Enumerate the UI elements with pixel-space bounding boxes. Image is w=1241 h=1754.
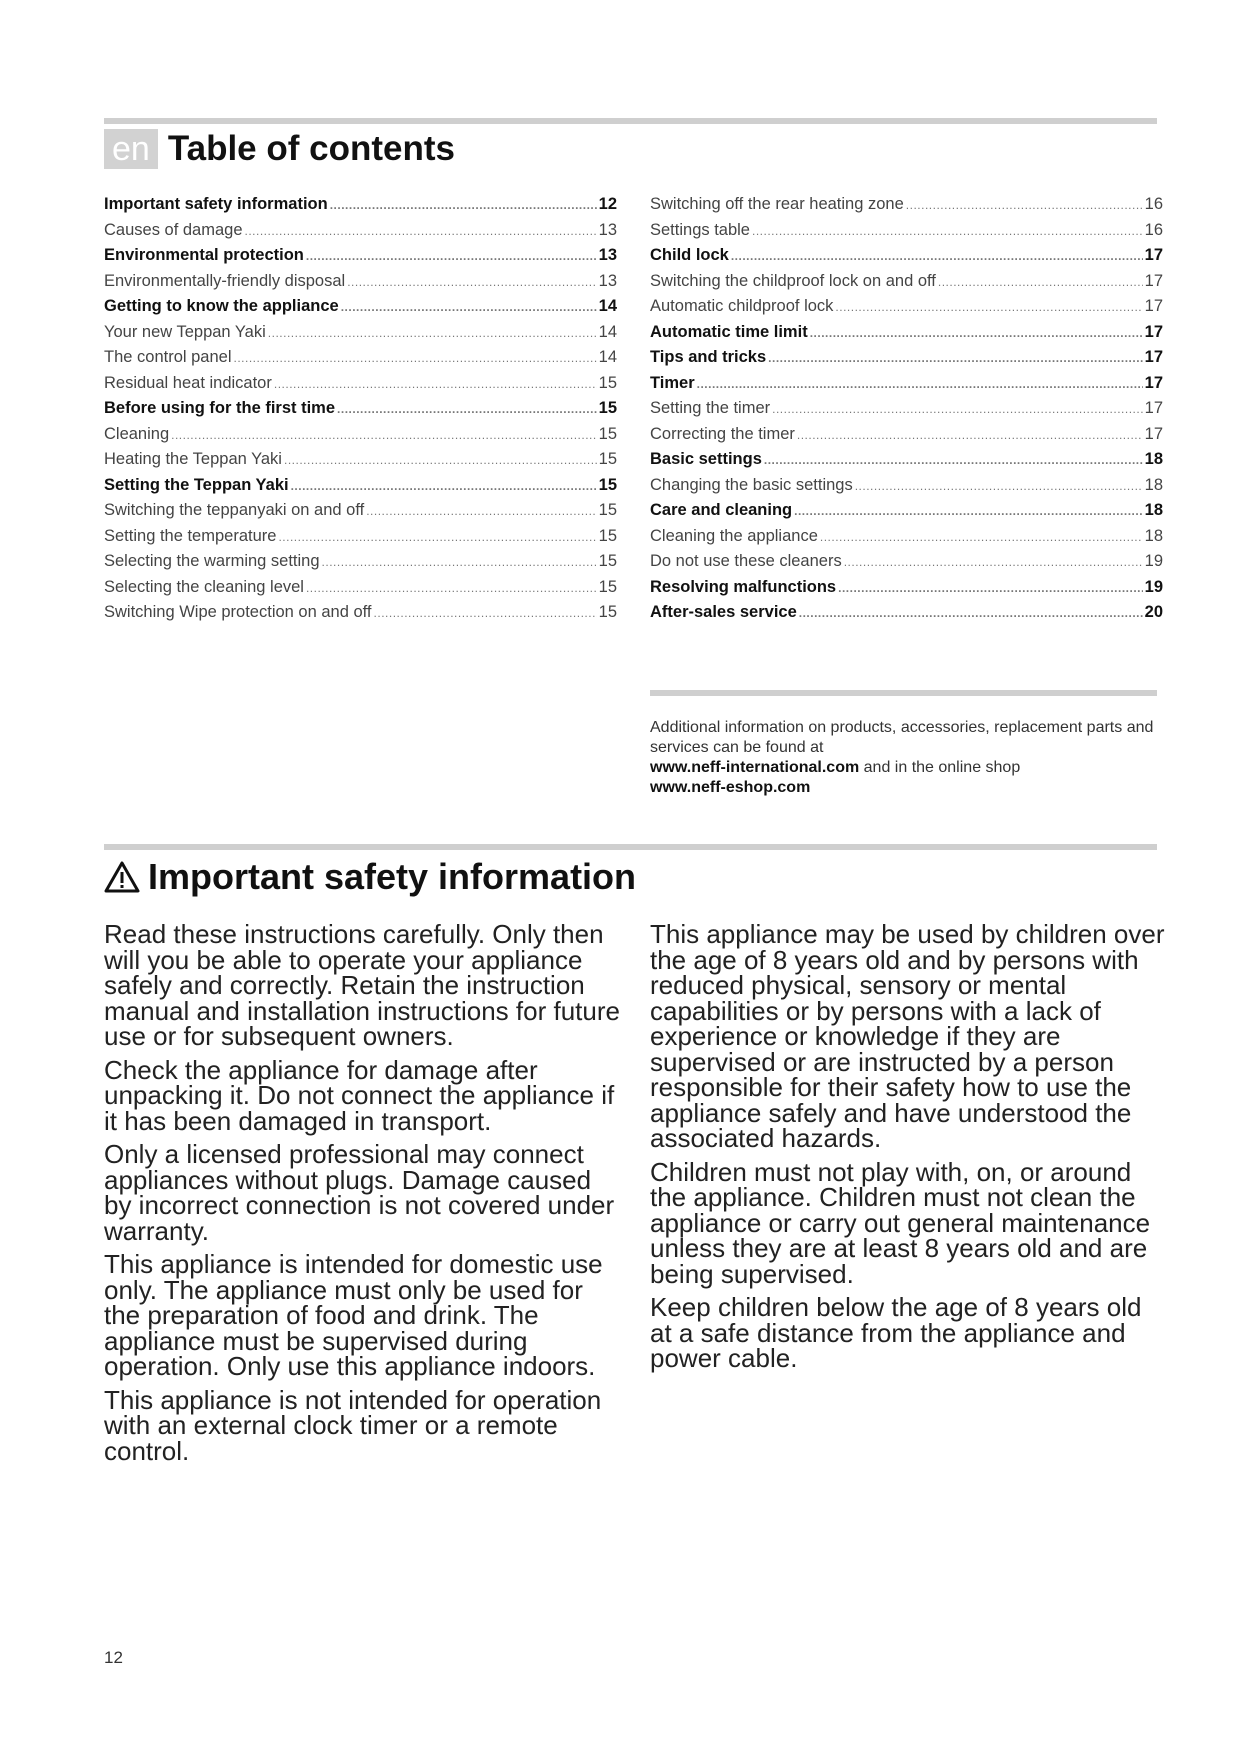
toc-leader-dots: [347, 272, 596, 291]
toc-entry[interactable]: [650, 476, 1163, 502]
toc-header: [104, 128, 455, 170]
toc-entry-title: The control panel: [104, 348, 232, 366]
toc-entry[interactable]: [650, 425, 1163, 451]
toc-entry-page: 17: [1144, 297, 1163, 315]
toc-entry-page: 13: [598, 220, 617, 239]
toc-entry-page: 15: [598, 373, 617, 392]
toc-leader-dots: [274, 374, 597, 393]
toc-entry-title: Basic settings: [650, 450, 762, 468]
toc-entry-title: Setting the temperature: [104, 526, 277, 545]
safety-title: Important safety information: [148, 856, 637, 897]
toc-leader-dots: [697, 374, 1143, 393]
toc-entry-page: 14: [598, 348, 617, 366]
toc-entry[interactable]: [104, 246, 617, 272]
toc-leader-dots: [171, 425, 597, 444]
toc-entry-title: Correcting the timer: [650, 424, 795, 443]
toc-entry-title: Selecting the cleaning level: [104, 577, 304, 596]
toc-entry[interactable]: [650, 399, 1163, 425]
toc-entry[interactable]: [650, 374, 1163, 400]
safety-paragraph: Keep children below the age of 8 years old at a safe distance from the appliance and power cable.: [650, 1292, 1142, 1373]
toc-leader-dots: [366, 501, 596, 520]
safety-paragraph: Only a licensed professional may connect appliances without plugs. Damage caused by incorrect connection is not covered under warranty.: [104, 1139, 615, 1246]
toc-entry[interactable]: [650, 603, 1163, 629]
toc-entry-title: Automatic time limit: [650, 322, 808, 341]
toc-entry[interactable]: [104, 476, 617, 502]
toc-entry[interactable]: [650, 552, 1163, 578]
toc-entry-title: Care and cleaning: [650, 501, 793, 519]
toc-entry-page: 18: [1144, 526, 1163, 545]
toc-entry[interactable]: [104, 195, 617, 221]
toc-entry[interactable]: [650, 323, 1163, 349]
toc-entry-title: Switching off the rear heating zone: [650, 195, 904, 213]
toc-entry-title: Getting to know the appliance: [104, 297, 339, 315]
toc-entry[interactable]: [650, 195, 1163, 221]
toc-entry-page: 19: [1144, 552, 1163, 570]
toc-entry[interactable]: [104, 425, 617, 451]
safety-paragraph: This appliance is not intended for operation with an external clock timer or a remote control.: [104, 1384, 602, 1466]
toc-entry[interactable]: [104, 527, 617, 553]
safety-paragraph: This appliance may be used by children over the age of 8 years old and by persons with reduced physical, sensory or mental capabilities or by persons with a lack of experience or knowledge if they are supervised or are instructed by a person responsible for their safety how to use the appliance safely and have understood the associated hazards.: [650, 919, 1165, 1153]
toc-leader-dots: [764, 450, 1143, 469]
top-rule: [104, 118, 1157, 124]
additional-info-text: Additional information on products, accessories, replacement parts and services can be found at: [650, 719, 1154, 756]
toc-entry[interactable]: [104, 450, 617, 476]
toc-entry-page: 17: [1144, 348, 1163, 366]
toc-entry-page: 17: [1144, 373, 1163, 392]
toc-entry[interactable]: [650, 450, 1163, 476]
toc-entry-title: Cleaning the appliance: [650, 526, 818, 545]
toc-entry-page: 14: [598, 322, 617, 341]
toc-entry-page: 17: [1144, 322, 1163, 341]
toc-entry-page: 15: [598, 475, 617, 494]
toc-entry-page: 17: [1144, 399, 1163, 417]
toc-entry-title: Tips and tricks: [650, 348, 767, 366]
toc-entry-title: Switching the childproof lock on and off: [650, 271, 936, 290]
toc-entry-page: 15: [598, 552, 617, 570]
toc-entry-page: 15: [598, 424, 617, 443]
toc-leader-dots: [938, 272, 1143, 291]
toc-entry-page: 18: [1144, 501, 1163, 519]
toc-leader-dots: [772, 399, 1143, 418]
toc-entry-title: Changing the basic settings: [650, 475, 853, 494]
toc-entry-title: Before using for the first time: [104, 399, 336, 417]
toc-entry[interactable]: [650, 246, 1163, 272]
toc-leader-dots: [820, 527, 1143, 546]
toc-leader-dots: [284, 450, 597, 469]
toc-left-column: [104, 195, 617, 629]
safety-paragraph: Children must not play with, on, or around the appliance. Children must not clean the appliance or carry out general maintenance unless they are at least 8 years old and are being supervised.: [650, 1156, 1151, 1289]
info-rule: [650, 690, 1157, 696]
safety-rule: [104, 844, 1157, 850]
toc-leader-dots: [731, 246, 1143, 265]
toc-entry[interactable]: [650, 527, 1163, 553]
toc-leader-dots: [330, 195, 597, 214]
toc-entry[interactable]: [650, 221, 1163, 247]
toc-leader-dots: [838, 578, 1143, 597]
toc-leader-dots: [268, 323, 597, 342]
toc-entry[interactable]: [650, 272, 1163, 298]
toc-leader-dots: [245, 221, 597, 240]
toc-entry[interactable]: [104, 552, 617, 578]
toc-entry-title: Resolving malfunctions: [650, 577, 837, 596]
toc-entry-page: 18: [1144, 475, 1163, 494]
language-badge: en: [104, 129, 158, 169]
toc-entry[interactable]: [650, 501, 1163, 527]
toc-leader-dots: [768, 348, 1142, 367]
toc-entry[interactable]: [650, 297, 1163, 323]
toc-entry[interactable]: [104, 323, 617, 349]
toc-leader-dots: [794, 501, 1143, 520]
toc-entry-page: 16: [1144, 195, 1163, 213]
toc-entry-title: Environmentally-friendly disposal: [104, 271, 346, 290]
toc-entry-title: Heating the Teppan Yaki: [104, 450, 282, 468]
toc-leader-dots: [799, 603, 1143, 622]
toc-leader-dots: [835, 297, 1142, 316]
toc-leader-dots: [278, 527, 596, 546]
toc-entry-title: Automatic childproof lock: [650, 297, 834, 315]
toc-entry-page: 13: [598, 246, 617, 264]
toc-entry-page: 17: [1144, 424, 1163, 443]
toc-entry[interactable]: [104, 374, 617, 400]
toc-entry-title: Setting the timer: [650, 399, 771, 417]
toc-entry-title: Setting the Teppan Yaki: [104, 475, 289, 494]
toc-entry-page: 19: [1144, 577, 1163, 596]
toc-entry[interactable]: [104, 348, 617, 374]
warning-triangle-icon: [104, 860, 140, 894]
safety-left-column: [104, 919, 624, 1472]
toc-leader-dots: [306, 578, 597, 597]
toc-entry-title: Do not use these cleaners: [650, 552, 842, 570]
toc-entry-page: 20: [1144, 603, 1163, 621]
toc-entry[interactable]: [104, 603, 617, 629]
safety-right-column: [650, 919, 1170, 1380]
toc-leader-dots: [797, 425, 1143, 444]
toc-leader-dots: [291, 476, 597, 495]
toc-entry[interactable]: [104, 399, 617, 425]
toc-leader-dots: [855, 476, 1143, 495]
toc-entry-page: 14: [598, 297, 617, 315]
additional-info: [650, 718, 1163, 798]
toc-entry-page: 13: [598, 271, 617, 290]
toc-entry[interactable]: [104, 501, 617, 527]
toc-entry-page: 17: [1144, 246, 1163, 264]
toc-entry-title: Cleaning: [104, 424, 170, 443]
toc-entry-title: Important safety information: [104, 195, 328, 213]
toc-entry-title: Switching the teppanyaki on and off: [104, 501, 365, 519]
toc-leader-dots: [844, 552, 1143, 571]
toc-title: Table of contents: [167, 129, 455, 168]
toc-entry-page: 18: [1144, 450, 1163, 468]
toc-entry-title: Timer: [650, 373, 695, 392]
toc-leader-dots: [337, 399, 597, 418]
toc-leader-dots: [234, 348, 597, 367]
toc-entry-title: Your new Teppan Yaki: [104, 322, 266, 341]
toc-entry-page: 12: [598, 195, 617, 213]
toc-leader-dots: [752, 221, 1143, 240]
toc-entry-page: 15: [598, 577, 617, 596]
toc-entry-title: Environmental protection: [104, 246, 304, 264]
toc-entry-page: 15: [598, 603, 617, 621]
toc-leader-dots: [322, 552, 597, 571]
toc-entry-title: Child lock: [650, 246, 729, 264]
safety-paragraph: This appliance is intended for domestic use only. The appliance must only be used for the preparation of food and drink. The appliance must be supervised during operation. Only use this appliance indoors.: [104, 1249, 603, 1381]
additional-info-text-2: and in the online shop: [863, 759, 1021, 776]
toc-entry-page: 15: [598, 399, 617, 417]
safety-paragraph: Read these instructions carefully. Only then will you be able to operate your appliance safely and correctly. Retain the instruction manual and installation instructions for future use or for subsequent owners.: [104, 919, 620, 1051]
toc-entry-page: 15: [598, 450, 617, 468]
toc-entry-page: 16: [1144, 220, 1163, 239]
toc-entry[interactable]: [650, 578, 1163, 604]
toc-entry-title: Switching Wipe protection on and off: [104, 603, 372, 621]
toc-entry-title: Selecting the warming setting: [104, 552, 320, 570]
toc-leader-dots: [341, 297, 597, 316]
toc-entry[interactable]: [650, 348, 1163, 374]
toc-entry[interactable]: [104, 221, 617, 247]
toc-entry-page: 15: [598, 526, 617, 545]
neff-eshop-link[interactable]: www.neff-eshop.com: [650, 779, 811, 796]
toc-leader-dots: [374, 603, 597, 622]
toc-entry[interactable]: [104, 297, 617, 323]
toc-entry[interactable]: [104, 272, 617, 298]
neff-international-link[interactable]: www.neff-international.com: [650, 759, 860, 776]
toc-right-column: [650, 195, 1163, 629]
toc-leader-dots: [906, 195, 1143, 214]
page-number: 12: [104, 1648, 123, 1667]
safety-heading: [104, 852, 636, 902]
toc-entry[interactable]: [104, 578, 617, 604]
toc-entry-page: 17: [1144, 271, 1163, 290]
toc-entry-title: After-sales service: [650, 603, 797, 621]
toc-entry-title: Settings table: [650, 220, 750, 239]
toc-leader-dots: [810, 323, 1143, 342]
toc-entry-title: Residual heat indicator: [104, 373, 272, 392]
toc-entry-title: Causes of damage: [104, 220, 243, 239]
safety-paragraph: Check the appliance for damage after unpacking it. Do not connect the appliance if it has been damaged in transport.: [104, 1054, 615, 1136]
toc-entry-page: 15: [598, 501, 617, 519]
toc-leader-dots: [306, 246, 597, 265]
